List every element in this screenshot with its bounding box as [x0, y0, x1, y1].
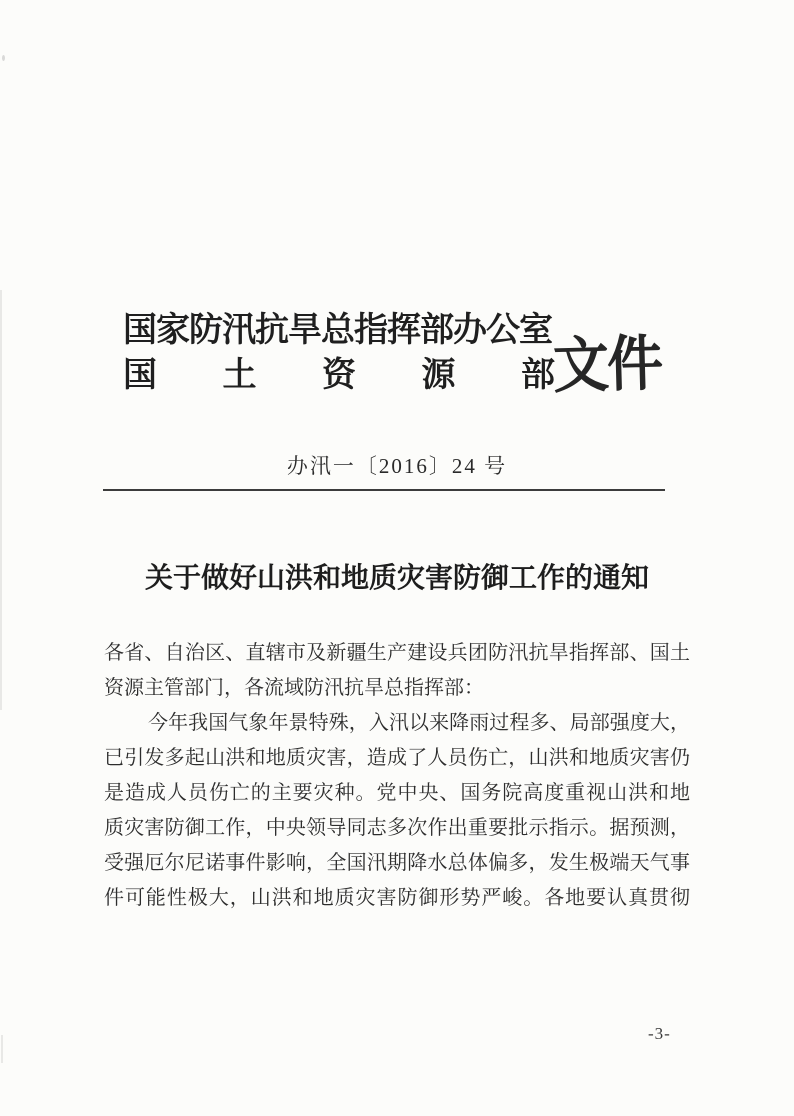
- page-number: -3-: [648, 1024, 671, 1043]
- paragraph-line: 受强厄尔尼诺事件影响，全国汛期降水总体偏多，发生极端天气事: [104, 852, 690, 874]
- document-body: [104, 636, 690, 916]
- scan-edge-artifact: [0, 290, 2, 710]
- document-title: 关于做好山洪和地质灾害防御工作的通知: [144, 563, 649, 594]
- document-number: 办汛一〔2016〕24 号: [286, 454, 508, 478]
- document-type-label: 文件: [552, 331, 662, 401]
- scan-speck: [1, 1035, 3, 1063]
- paragraph-line: 质灾害防御工作，中央领导同志多次作出重要批示指示。据预测，: [104, 817, 690, 839]
- org-name-line-1: 国家防汛抗旱总指挥部办公室: [123, 312, 552, 349]
- salutation-line: 各省、自治区、直辖市及新疆生产建设兵团防汛抗旱指挥部、国土: [104, 642, 690, 664]
- salutation-line: 资源主管部门，各流域防汛抗旱总指挥部：: [104, 677, 484, 699]
- org-name-line-2: 国土资源部: [123, 357, 555, 394]
- separator-rule: [103, 489, 665, 491]
- paragraph-line: 件可能性极大，山洪和地质灾害防御形势严峻。各地要认真贯彻: [104, 887, 690, 909]
- paragraph-line: 今年我国气象年景特殊，入汛以来降雨过程多、局部强度大，: [148, 712, 690, 734]
- paragraph-line: 是造成人员伤亡的主要灾种。党中央、国务院高度重视山洪和地: [104, 782, 690, 804]
- issuing-org-names: [123, 308, 555, 398]
- paragraph-line: 已引发多起山洪和地质灾害，造成了人员伤亡，山洪和地质灾害仍: [104, 747, 690, 769]
- scan-speck: [2, 55, 5, 61]
